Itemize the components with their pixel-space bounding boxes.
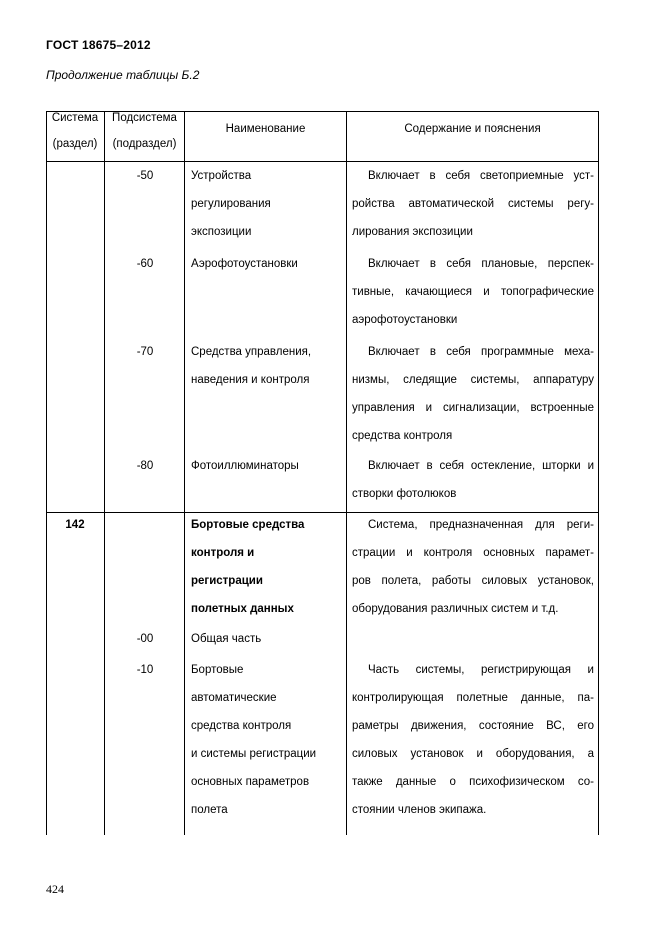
row-content-line: створки фотолюков <box>352 488 457 500</box>
row-content-line: Часть системы, регистрирующая и <box>368 664 594 676</box>
page-number: 424 <box>46 882 64 896</box>
row-content-line: Включает в себя светоприемные уст- <box>368 170 594 182</box>
system-row-separator <box>46 512 599 513</box>
row-name-line: основных параметров <box>191 776 310 788</box>
row-content-line: лирования экспозиции <box>352 226 473 238</box>
document-standard-title: ГОСТ 18675–2012 <box>46 38 151 52</box>
row-name-line: полетных данных <box>191 603 294 615</box>
row-content-line: управления и сигнализации, встроенные <box>352 402 594 414</box>
row-content-line: также данные о психофизическом со- <box>352 776 594 788</box>
row-name-line: Общая часть <box>191 633 262 645</box>
table-caption: Продолжение таблицы Б.2 <box>46 68 200 82</box>
row-content-line: аэрофотоустановки <box>352 314 458 326</box>
row-content-line: раметры движения, состояние ВС, его <box>352 720 594 732</box>
row-name-line: контроля и <box>191 547 255 559</box>
row-name-line: Аэрофотоустановки <box>191 258 298 270</box>
col-divider-1 <box>104 111 105 835</box>
row-content-line: Включает в себя программные меха- <box>368 346 594 358</box>
row-name-line: автоматические <box>191 692 277 704</box>
header-subsystem-line1: Подсистема <box>112 112 177 124</box>
subsystem-code: -60 <box>136 258 154 270</box>
subsystem-code: -10 <box>136 664 154 676</box>
subsystem-code: -70 <box>136 346 154 358</box>
header-content: Содержание и пояснения <box>404 123 541 135</box>
row-content-line: тивные, качающиеся и топографические <box>352 286 594 298</box>
row-name-line: и системы регистрации <box>191 748 317 760</box>
row-content-line: стоянии членов экипажа. <box>352 804 487 816</box>
header-subsystem-line2: (подраздел) <box>112 138 177 150</box>
subsystem-code: -80 <box>136 460 154 472</box>
row-name-line: регистрации <box>191 575 263 587</box>
row-name-line: Бортовые средства <box>191 519 305 531</box>
col-right-border <box>598 111 599 835</box>
row-name-line: средства контроля <box>191 720 292 732</box>
row-content-line: средства контроля <box>352 430 453 442</box>
row-name-line: полета <box>191 804 228 816</box>
row-content-line: ройства автоматической системы регу- <box>352 198 594 210</box>
row-name-line: Устройства <box>191 170 252 182</box>
row-content-line: Система, предназначенная для реги- <box>368 519 594 531</box>
header-name: Наименование <box>225 123 306 135</box>
row-content-line: контролирующая полетные данные, па- <box>352 692 594 704</box>
row-name-line: экспозиции <box>191 226 252 238</box>
header-system-line1: Система <box>51 112 99 124</box>
row-name-line: наведения и контроля <box>191 374 310 386</box>
subsystem-code: -00 <box>136 633 154 645</box>
header-bottom-border <box>46 161 599 162</box>
classification-table <box>46 111 599 835</box>
row-name-line: Фотоиллюминаторы <box>191 460 299 472</box>
row-name-line: Бортовые <box>191 664 244 676</box>
row-content-line: оборудования различных систем и т.д. <box>352 603 559 615</box>
row-content-line: Включает в себя остекление, шторки и <box>368 460 594 472</box>
system-code: 142 <box>65 519 85 531</box>
row-content-line: низмы, следящие системы, аппаратуру <box>352 374 594 386</box>
row-name-line: регулирования <box>191 198 271 210</box>
header-system-line2: (раздел) <box>52 138 98 150</box>
row-content-line: Включает в себя плановые, перспек- <box>368 258 594 270</box>
row-name-line: Средства управления, <box>191 346 312 358</box>
row-content-line: силовых установок и оборудования, а <box>352 748 594 760</box>
subsystem-code: -50 <box>136 170 154 182</box>
col-divider-3 <box>346 111 347 835</box>
row-content-line: страции и контроля основных парамет- <box>352 547 594 559</box>
col-left-border <box>46 111 47 835</box>
row-content-line: ров полета, работы силовых установок, <box>352 575 594 587</box>
col-divider-2 <box>184 111 185 835</box>
